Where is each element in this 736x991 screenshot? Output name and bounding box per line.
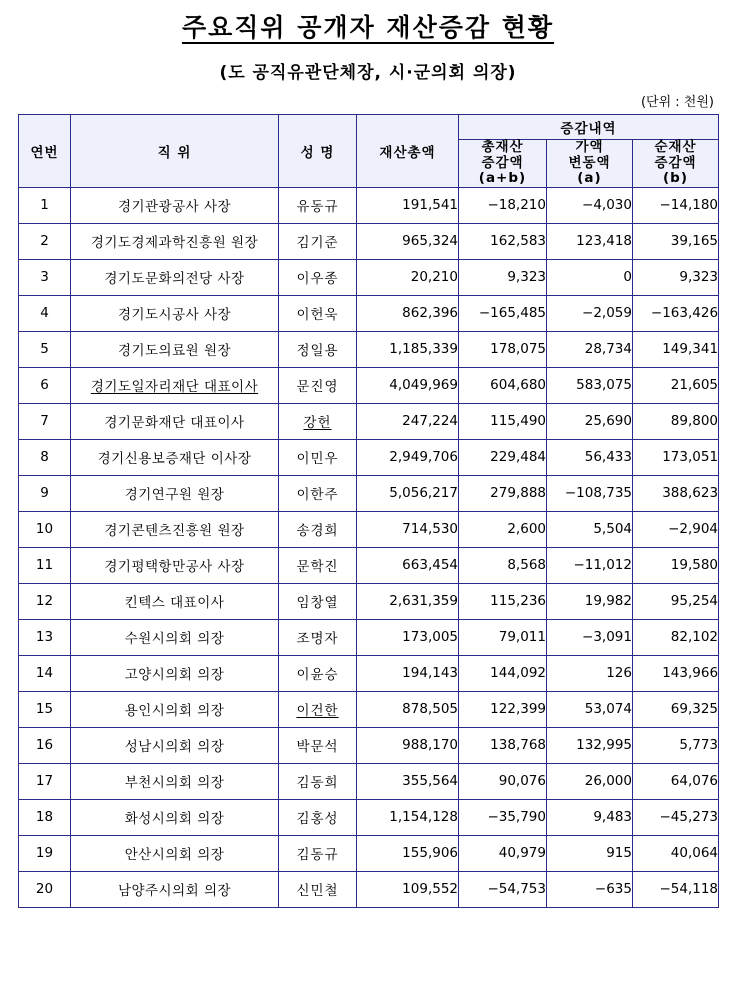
header-price-change-line2: 변동액	[568, 154, 611, 171]
cell-price-change: 26,000	[547, 763, 633, 799]
cell-total-assets: 988,170	[357, 727, 459, 763]
table-row	[19, 547, 719, 583]
header-price-change-line1: 가액	[575, 139, 604, 155]
cell-name: 이한주	[279, 475, 357, 511]
cell-no: 19	[19, 835, 71, 871]
table-row	[19, 295, 719, 331]
cell-price-change: 19,982	[547, 583, 633, 619]
cell-position: 경기관광공사 사장	[71, 187, 279, 223]
cell-no: 14	[19, 655, 71, 691]
cell-change-total: 115,236	[459, 583, 547, 619]
cell-total-assets: 191,541	[357, 187, 459, 223]
cell-total-assets: 714,530	[357, 511, 459, 547]
cell-net-change: 69,325	[633, 691, 719, 727]
cell-position: 수원시의회 의장	[71, 619, 279, 655]
cell-net-change: −163,426	[633, 295, 719, 331]
cell-price-change: −2,059	[547, 295, 633, 331]
cell-net-change: 89,800	[633, 403, 719, 439]
cell-position: 화성시의회 의장	[71, 799, 279, 835]
cell-price-change: 56,433	[547, 439, 633, 475]
cell-position: 경기평택항만공사 사장	[71, 547, 279, 583]
cell-position: 경기도의료원 원장	[71, 331, 279, 367]
cell-price-change: 132,995	[547, 727, 633, 763]
table-row	[19, 403, 719, 439]
header-net-change-line2: 증감액	[654, 154, 697, 171]
header-total-assets: 재산총액	[357, 115, 459, 188]
cell-net-change: 39,165	[633, 223, 719, 259]
cell-change-total: 279,888	[459, 475, 547, 511]
cell-name: 김기준	[279, 223, 357, 259]
cell-name: 신민철	[279, 871, 357, 907]
cell-no: 1	[19, 187, 71, 223]
cell-position: 부천시의회 의장	[71, 763, 279, 799]
cell-change-total: 144,092	[459, 655, 547, 691]
cell-position: 경기도시공사 사장	[71, 295, 279, 331]
cell-change-total: 2,600	[459, 511, 547, 547]
header-price-change-line3: (a)	[577, 170, 602, 187]
cell-net-change: 64,076	[633, 763, 719, 799]
cell-total-assets: 878,505	[357, 691, 459, 727]
cell-change-total: 162,583	[459, 223, 547, 259]
cell-price-change: 53,074	[547, 691, 633, 727]
header-change-group: 증감내역	[459, 115, 719, 140]
cell-price-change: 5,504	[547, 511, 633, 547]
cell-name: 문진영	[279, 367, 357, 403]
cell-change-total: 122,399	[459, 691, 547, 727]
table-row	[19, 367, 719, 403]
cell-price-change: 0	[547, 259, 633, 295]
cell-change-total: 79,011	[459, 619, 547, 655]
header-no: 연번	[19, 115, 71, 188]
cell-no: 17	[19, 763, 71, 799]
cell-price-change: −4,030	[547, 187, 633, 223]
cell-total-assets: 2,631,359	[357, 583, 459, 619]
cell-change-total: 40,979	[459, 835, 547, 871]
cell-change-total: 138,768	[459, 727, 547, 763]
cell-total-assets: 5,056,217	[357, 475, 459, 511]
cell-net-change: 21,605	[633, 367, 719, 403]
cell-no: 15	[19, 691, 71, 727]
cell-no: 4	[19, 295, 71, 331]
table-row	[19, 187, 719, 223]
cell-net-change: 82,102	[633, 619, 719, 655]
table-body	[19, 187, 719, 907]
cell-net-change: 9,323	[633, 259, 719, 295]
cell-name: 이헌욱	[279, 295, 357, 331]
cell-change-total: 90,076	[459, 763, 547, 799]
cell-name: 박문석	[279, 727, 357, 763]
cell-no: 12	[19, 583, 71, 619]
cell-name: 유동규	[279, 187, 357, 223]
table-row	[19, 223, 719, 259]
cell-price-change: −108,735	[547, 475, 633, 511]
table-row	[19, 259, 719, 295]
header-position: 직 위	[71, 115, 279, 188]
cell-no: 9	[19, 475, 71, 511]
cell-name: 송경희	[279, 511, 357, 547]
header-change-total	[459, 140, 547, 188]
table-row	[19, 331, 719, 367]
cell-position: 남양주시의회 의장	[71, 871, 279, 907]
cell-name: 이우종	[279, 259, 357, 295]
cell-name: 조명자	[279, 619, 357, 655]
cell-total-assets: 355,564	[357, 763, 459, 799]
table-row	[19, 727, 719, 763]
table-row	[19, 583, 719, 619]
table-row	[19, 799, 719, 835]
cell-position: 경기연구원 원장	[71, 475, 279, 511]
cell-no: 20	[19, 871, 71, 907]
page-subtitle: (도 공직유관단체장, 시·군의회 의장)	[219, 63, 517, 83]
cell-position: 경기도경제과학진흥원 원장	[71, 223, 279, 259]
cell-change-total: 604,680	[459, 367, 547, 403]
cell-net-change: −14,180	[633, 187, 719, 223]
cell-total-assets: 1,154,128	[357, 799, 459, 835]
header-net-change-line3: (b)	[663, 170, 689, 187]
cell-price-change: 583,075	[547, 367, 633, 403]
cell-no: 7	[19, 403, 71, 439]
cell-no: 5	[19, 331, 71, 367]
cell-change-total: 115,490	[459, 403, 547, 439]
cell-net-change: 173,051	[633, 439, 719, 475]
cell-change-total: 178,075	[459, 331, 547, 367]
cell-no: 13	[19, 619, 71, 655]
cell-price-change: −635	[547, 871, 633, 907]
cell-position: 경기콘텐츠진흥원 원장	[71, 511, 279, 547]
table-row	[19, 475, 719, 511]
cell-position: 경기도일자리재단 대표이사	[71, 367, 279, 403]
cell-change-total: 8,568	[459, 547, 547, 583]
header-net-change	[633, 140, 719, 188]
cell-position: 킨텍스 대표이사	[71, 583, 279, 619]
cell-no: 10	[19, 511, 71, 547]
cell-net-change: 388,623	[633, 475, 719, 511]
asset-change-table	[18, 114, 719, 908]
cell-position: 용인시의회 의장	[71, 691, 279, 727]
cell-net-change: 40,064	[633, 835, 719, 871]
cell-total-assets: 862,396	[357, 295, 459, 331]
cell-position: 성남시의회 의장	[71, 727, 279, 763]
cell-no: 2	[19, 223, 71, 259]
page-title: 주요직위 공개자 재산증감 현황	[181, 13, 555, 42]
cell-net-change: 143,966	[633, 655, 719, 691]
cell-position: 경기문화재단 대표이사	[71, 403, 279, 439]
cell-net-change: −45,273	[633, 799, 719, 835]
cell-name: 이건한	[279, 691, 357, 727]
table-row	[19, 763, 719, 799]
cell-net-change: 149,341	[633, 331, 719, 367]
cell-price-change: 915	[547, 835, 633, 871]
cell-net-change: 19,580	[633, 547, 719, 583]
cell-name: 김동희	[279, 763, 357, 799]
cell-net-change: −2,904	[633, 511, 719, 547]
cell-position: 경기신용보증재단 이사장	[71, 439, 279, 475]
cell-price-change: 9,483	[547, 799, 633, 835]
cell-net-change: −54,118	[633, 871, 719, 907]
cell-name: 이윤승	[279, 655, 357, 691]
cell-name: 김동규	[279, 835, 357, 871]
cell-name: 문학진	[279, 547, 357, 583]
header-name: 성 명	[279, 115, 357, 188]
cell-total-assets: 109,552	[357, 871, 459, 907]
cell-no: 16	[19, 727, 71, 763]
cell-price-change: 126	[547, 655, 633, 691]
cell-position: 안산시의회 의장	[71, 835, 279, 871]
cell-total-assets: 20,210	[357, 259, 459, 295]
cell-name: 이민우	[279, 439, 357, 475]
table-row	[19, 619, 719, 655]
table-row	[19, 871, 719, 907]
cell-change-total: −35,790	[459, 799, 547, 835]
cell-total-assets: 4,049,969	[357, 367, 459, 403]
cell-change-total: 229,484	[459, 439, 547, 475]
header-change-total-line2: 증감액	[481, 154, 524, 171]
table-header	[19, 115, 719, 188]
header-change-total-line1: 총재산	[481, 139, 524, 155]
cell-price-change: 25,690	[547, 403, 633, 439]
cell-name: 정일용	[279, 331, 357, 367]
cell-net-change: 95,254	[633, 583, 719, 619]
cell-change-total: −18,210	[459, 187, 547, 223]
cell-name: 강헌	[279, 403, 357, 439]
cell-name: 임창열	[279, 583, 357, 619]
table-row	[19, 511, 719, 547]
table-row	[19, 655, 719, 691]
cell-total-assets: 155,906	[357, 835, 459, 871]
cell-no: 8	[19, 439, 71, 475]
cell-name: 김홍성	[279, 799, 357, 835]
cell-no: 11	[19, 547, 71, 583]
table-row	[19, 835, 719, 871]
cell-total-assets: 194,143	[357, 655, 459, 691]
unit-note: (단위 : 천원)	[640, 95, 714, 110]
header-change-total-line3: (a+b)	[478, 170, 527, 187]
cell-total-assets: 247,224	[357, 403, 459, 439]
cell-total-assets: 965,324	[357, 223, 459, 259]
cell-change-total: −54,753	[459, 871, 547, 907]
cell-price-change: −3,091	[547, 619, 633, 655]
cell-no: 3	[19, 259, 71, 295]
table-row	[19, 439, 719, 475]
cell-total-assets: 663,454	[357, 547, 459, 583]
cell-no: 18	[19, 799, 71, 835]
cell-price-change: −11,012	[547, 547, 633, 583]
cell-position: 경기도문화의전당 사장	[71, 259, 279, 295]
cell-price-change: 28,734	[547, 331, 633, 367]
cell-change-total: 9,323	[459, 259, 547, 295]
cell-net-change: 5,773	[633, 727, 719, 763]
document-page	[0, 8, 736, 991]
table-row	[19, 691, 719, 727]
cell-price-change: 123,418	[547, 223, 633, 259]
cell-total-assets: 173,005	[357, 619, 459, 655]
cell-total-assets: 1,185,339	[357, 331, 459, 367]
cell-position: 고양시의회 의장	[71, 655, 279, 691]
cell-change-total: −165,485	[459, 295, 547, 331]
cell-no: 6	[19, 367, 71, 403]
cell-total-assets: 2,949,706	[357, 439, 459, 475]
header-price-change	[547, 140, 633, 188]
header-net-change-line1: 순재산	[654, 139, 697, 155]
